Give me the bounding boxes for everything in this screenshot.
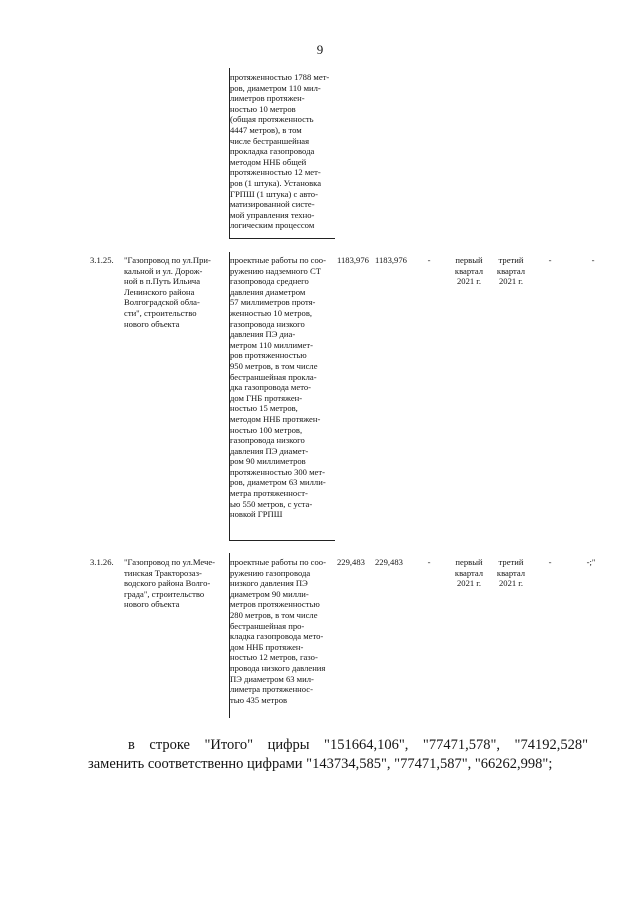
dash-cell: -	[427, 255, 431, 265]
end-period: третий квартал 2021 г.	[496, 557, 526, 589]
column-divider	[229, 553, 230, 718]
dash-cell: -;"	[586, 557, 596, 567]
row-number: 3.1.26.	[90, 557, 114, 567]
dash-cell: -	[427, 557, 431, 567]
column-divider	[229, 68, 230, 238]
cost-total: 1183,976	[337, 255, 369, 265]
amendment-line-1: в строке "Итого" цифры "151664,106", "77471,578", "74192,528"	[128, 737, 588, 753]
amendment-line-2: заменить соответственно цифрами "143734,585", "77471,587", "66262,998";	[88, 756, 553, 772]
page-number: 9	[316, 42, 324, 57]
amendment-paragraph	[88, 736, 588, 774]
dash-cell: -	[548, 255, 552, 265]
work-description: проектные работы по соо- ружению надземного СТ газопровода среднего давления диаметром 57 миллиметров протя- женностью 10 метров, газопровода низкого давления ПЭ диа- метром 110 миллимет- ров протяженностью 950 метров, в том числе бестраншейная прокла- дка газопровода мето- дом ГНБ протяжен- ностью 15 метров, методом ННБ протяжен- ностью 100 метров, газопровода низкого давления ПЭ диамет- ром 90 миллиметров протяженностью 300 мет- ров, диаметром 63 милли- метра протяженност- ью 550 метров, с уста- новкой ГРПШ	[230, 255, 326, 520]
row-number: 3.1.25.	[90, 255, 114, 265]
end-period: третий квартал 2021 г.	[496, 255, 526, 287]
continuation-description: протяженностью 1788 мет- ров, диаметром 110 мил- лиметров протяжен- ностью 10 метров (общая протяженность 4447 метров), в том числе бестраншейная прокладка газопровода методом ННБ общей протяженностью 12 мет- ров (1 штука). Установка ГРПШ (1 штука) с авто- матизированной систе- мой управления техно- логическим процессом	[230, 72, 330, 231]
cost-year: 1183,976	[375, 255, 407, 265]
cost-total: 229,483	[337, 557, 365, 567]
row-separator	[229, 540, 335, 541]
dash-cell: -	[591, 255, 595, 265]
work-description: проектные работы по соо- ружению газопровода низкого давления ПЭ диаметром 90 милли- метров протяженностью 280 метров, в том числе бестраншейная про- кладка газопровода мето- дом ННБ протяжен- ностью 12 метров, газо- провода низкого давления ПЭ диаметром 63 мил- лиметра протяженнос- тью 435 метров	[230, 557, 326, 705]
start-period: первый квартал 2021 г.	[454, 255, 484, 287]
object-name: "Газопровод по ул.При- кальной и ул. Дорож- ной в п.Путь Ильича Ленинского района Волгоградской обла- сти", строительство нового объекта	[124, 255, 211, 329]
cost-year: 229,483	[375, 557, 403, 567]
object-name: "Газопровод по ул.Мече- тинская Тракторозаз- водского района Волго- града", строительство нового объекта	[124, 557, 216, 610]
dash-cell: -	[548, 557, 552, 567]
row-separator	[229, 238, 335, 239]
start-period: первый квартал 2021 г.	[454, 557, 484, 589]
column-divider	[229, 252, 230, 540]
